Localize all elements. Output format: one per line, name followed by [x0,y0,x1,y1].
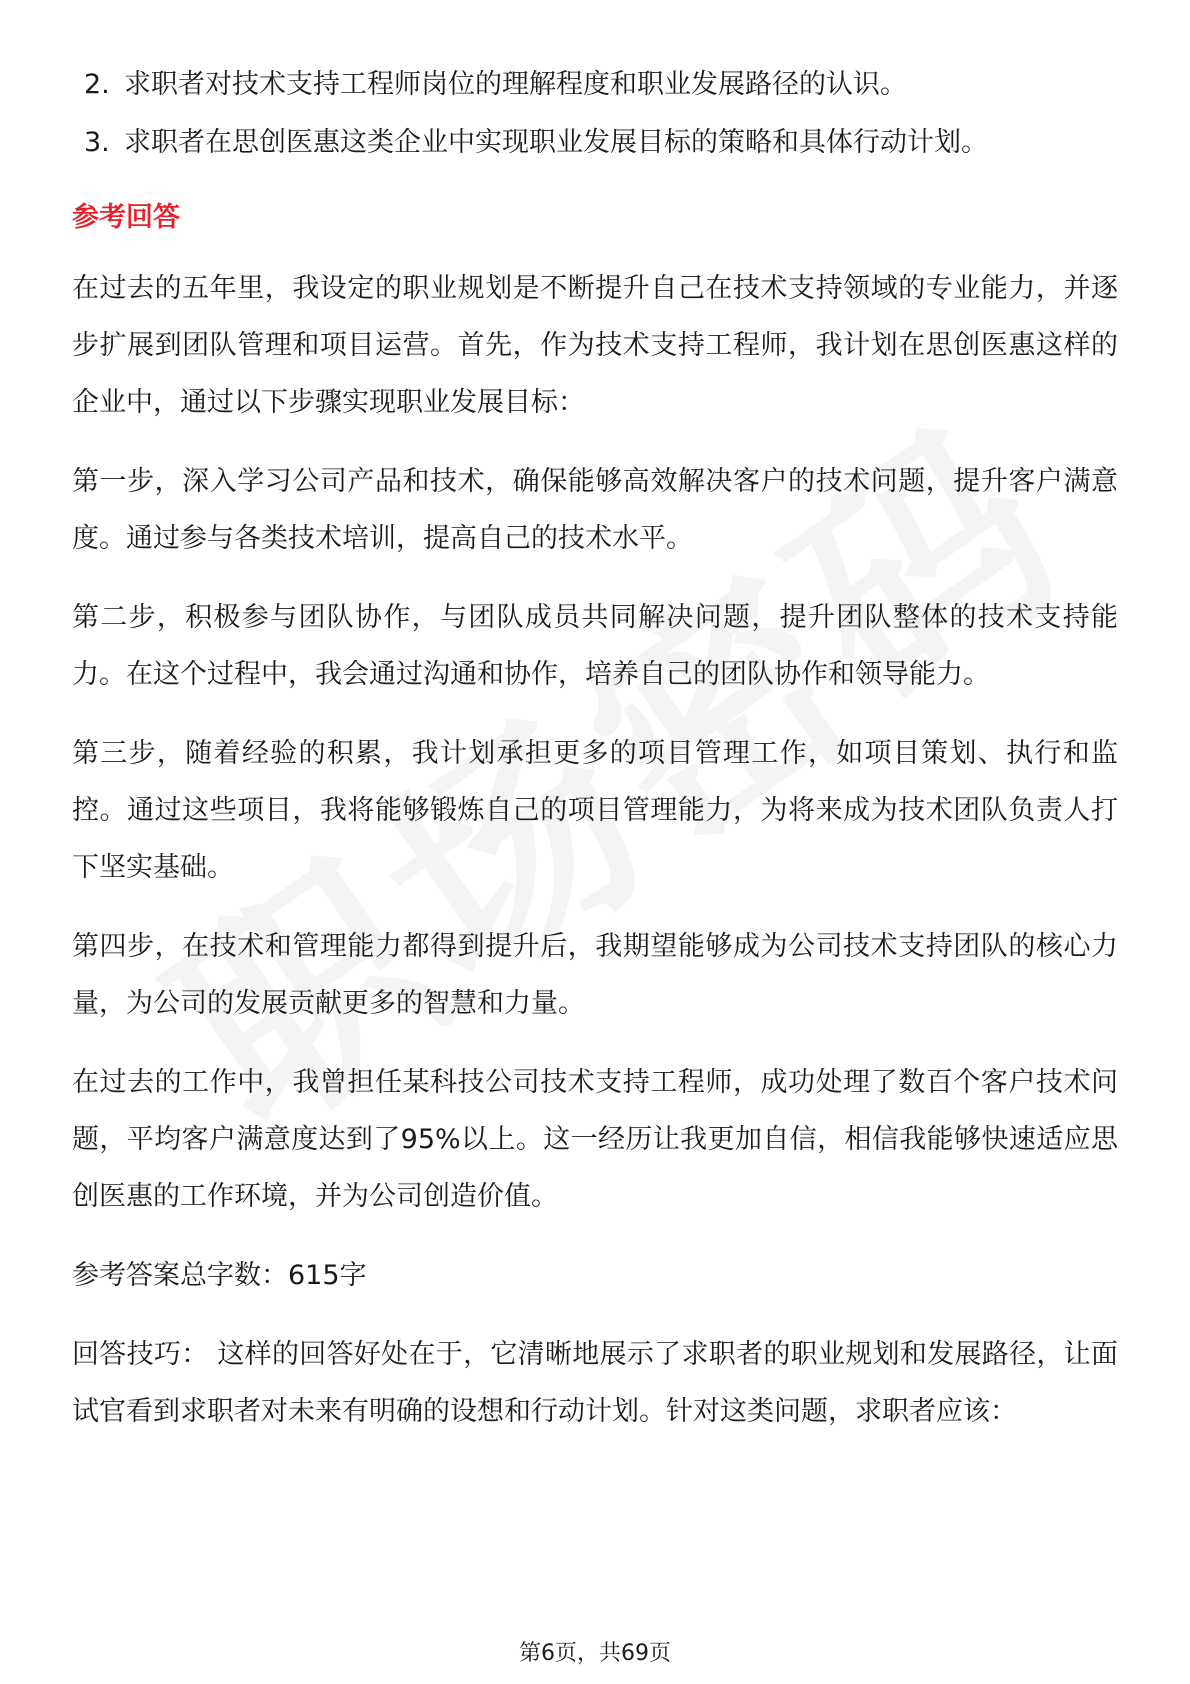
paragraph: 第一步，深入学习公司产品和技术，确保能够高效解决客户的技术问题，提升客户满意度。通过参与各类技术培训，提高自己的技术水平。 [72,466,1118,554]
page-number-footer: 第6页，共69页 [519,1641,671,1666]
list-item-text: 求职者在思创医惠这类企业中实现职业发展目标的策略和具体行动计划。 [124,127,988,158]
list-item-text: 求职者对技术支持工程师岗位的理解程度和职业发展路径的认识。 [124,69,907,100]
list-item-number: 3. [84,127,110,158]
paragraph: 在过去的五年里，我设定的职业规划是不断提升自己在技术支持领域的专业能力，并逐步扩展到团队管理和项目运营。首先，作为技术支持工程师，我计划在思创医惠这样的企业中，通过以下步骤实现职业发展目标： [72,273,1118,418]
paragraph: 第二步，积极参与团队协作，与团队成员共同解决问题，提升团队整体的技术支持能力。在这个过程中，我会通过沟通和协作，培养自己的团队协作和领导能力。 [72,602,1118,690]
list-item-number: 2. [84,69,110,100]
paragraph: 第三步，随着经验的积累，我计划承担更多的项目管理工作，如项目策划、执行和监控。通过这些项目，我将能够锻炼自己的项目管理能力，为将来成为技术团队负责人打下坚实基础。 [72,738,1118,883]
paragraph: 第四步，在技术和管理能力都得到提升后，我期望能够成为公司技术支持团队的核心力量，为公司的发展贡献更多的智慧和力量。 [72,931,1118,1019]
numbered-list [72,56,1118,172]
document-body [72,56,1118,1440]
answer-tips: 回答技巧： 这样的回答好处在于，它清晰地展示了求职者的职业规划和发展路径，让面试官看到求职者对未来有明确的设想和行动计划。针对这类问题，求职者应该： [72,1339,1118,1427]
list-item [84,114,1118,172]
section-heading: 参考回答 [72,202,180,233]
paragraph: 在过去的工作中，我曾担任某科技公司技术支持工程师，成功处理了数百个客户技术问题，平均客户满意度达到了95%以上。这一经历让我更加自信，相信我能够快速适应思创医惠的工作环境，并为公司创造价值。 [72,1067,1118,1212]
list-item [84,56,1118,114]
word-count: 参考答案总字数：615字 [72,1260,367,1291]
